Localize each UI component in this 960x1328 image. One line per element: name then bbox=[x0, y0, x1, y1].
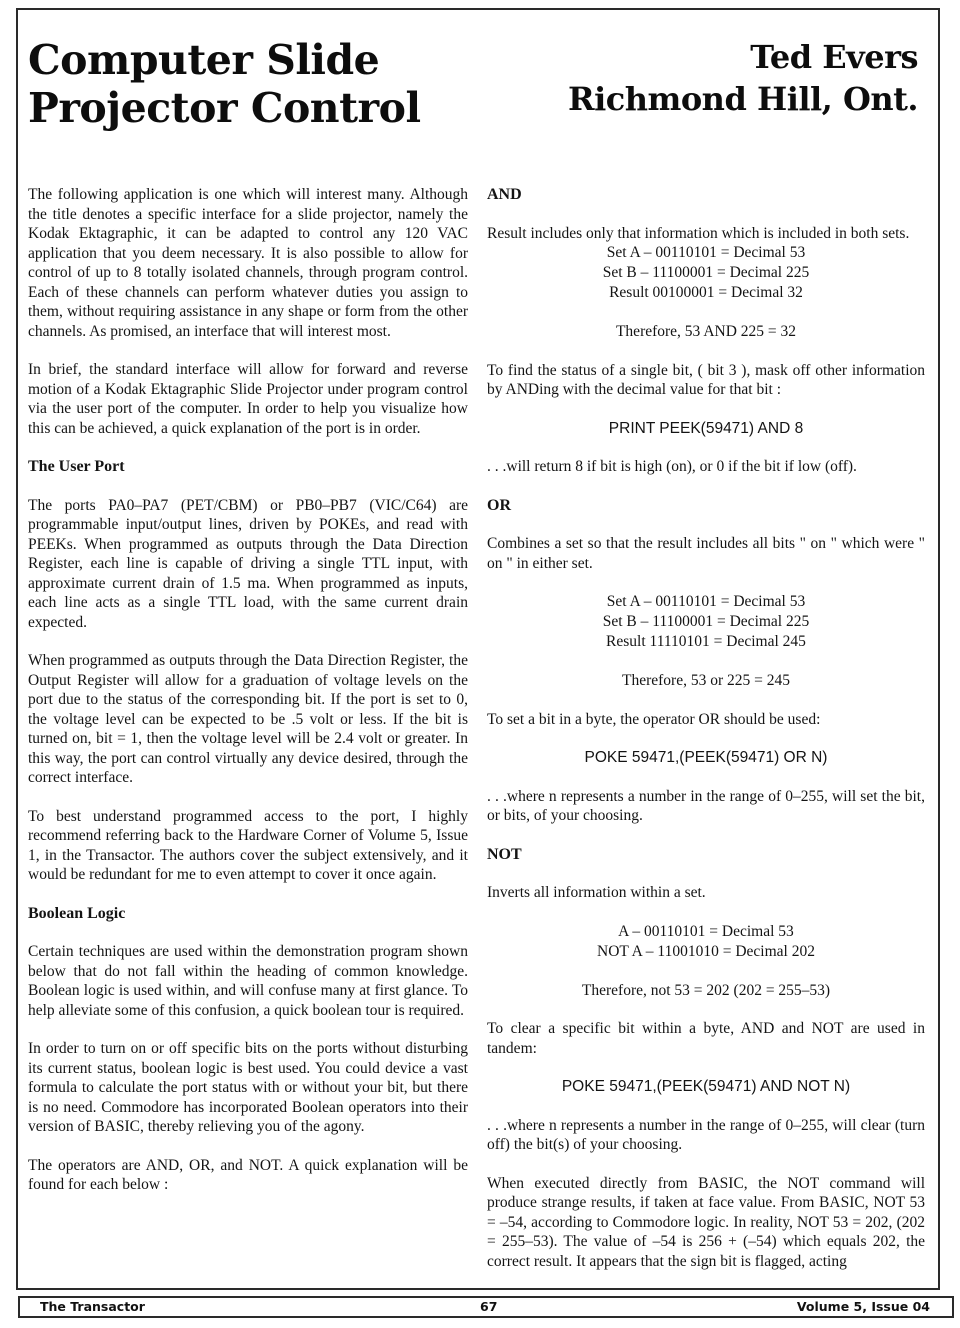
calc-row: Set A – 00110101 = Decimal 53 bbox=[606, 244, 806, 261]
and-calculation bbox=[487, 243, 925, 303]
publication-name: The Transactor bbox=[40, 1299, 145, 1314]
paragraph-ports: The ports PA0–PA7 (PET/CBM) or PB0–PB7 (VIC/C64) are programmable input/output lines, driven by POKEs, and read with PEEKs. When programmed as outputs through the Data Direction Register, each line is capable of driving a single TTL input, with approximate current drain of 1.5 ma. When programmed as inputs, each line acts as a single TTL load, with the same current drain expected. bbox=[28, 496, 468, 631]
clear-description: To clear a specific bit within a byte, AND and NOT are used in tandem: bbox=[487, 1020, 925, 1057]
and-therefore: Therefore, 53 AND 225 = 32 bbox=[615, 323, 797, 340]
calc-row: A – 00110101 = Decimal 53 bbox=[618, 922, 794, 940]
and-bit-description: To find the status of a single bit, ( bit 3 ), mask off other information by ANDing with the decimal value for that bit : bbox=[487, 361, 925, 398]
or-description: Combines a set so that the result includes all bits " on " which were " on " in either set. bbox=[487, 535, 925, 572]
calc-row: Result 11110101 = Decimal 245 bbox=[606, 633, 806, 650]
not-calculation bbox=[487, 922, 925, 962]
title-line-1: Computer Slide bbox=[28, 36, 380, 84]
and-description: Result includes only that information which is included in both sets. bbox=[487, 224, 910, 242]
article-title bbox=[28, 36, 421, 132]
or-code-example: POKE 59471,(PEEK(59471) OR N) bbox=[584, 749, 828, 766]
title-line-2: Projector Control bbox=[28, 84, 421, 132]
calc-row: Result 00100001 = Decimal 32 bbox=[609, 284, 803, 301]
and-code-example: PRINT PEEK(59471) AND 8 bbox=[608, 419, 804, 437]
clear-code-example: POKE 59471,(PEEK(59471) AND NOT N) bbox=[561, 1078, 851, 1095]
page-number: 67 bbox=[480, 1299, 498, 1314]
paragraph-bits: In order to turn on or off specific bits on the ports without disturbing its current status, boolean logic is best used. You could device a vast formula to calculate the port status with or without your bit, but there is no need. Commodore has incorporated Boolean operators into their version of BASIC, thereby relieving you of the agony. bbox=[28, 1040, 468, 1135]
clear-result-note: . . .where n represents a number in the range of 0–255, will clear (turn off) the bit(s) of your choosing. bbox=[487, 1116, 925, 1153]
paragraph-output-register: When programmed as outputs through the Data Direction Register, the Output Register will allow for a graduation of voltage levels on the port due to the status of the corresponding bit. If the port is set to 0, the voltage level can be expected to be .5 volt or less. If the bit is turned on, bit = 1, then the voltage level will be 2.4 volt or greater. In this way, the port can control virtually any device desired, through the correct interface. bbox=[28, 652, 468, 786]
byline bbox=[568, 36, 918, 120]
not-therefore: Therefore, not 53 = 202 (202 = 255–53) bbox=[581, 981, 831, 999]
right-column bbox=[487, 185, 925, 1290]
heading-or: OR bbox=[487, 496, 511, 514]
not-description: Inverts all information within a set. bbox=[487, 884, 706, 901]
page-footer bbox=[18, 1296, 954, 1318]
issue-label: Volume 5, Issue 04 bbox=[796, 1299, 930, 1314]
paragraph-reference: To best understand programmed access to the port, I highly recommend referring back to the Hardware Corner of Volume 5, Issue 1, in the Transactor. The authors cover the subject extensively, and it would be redundant for me to even attempt to cover it once again. bbox=[28, 807, 468, 883]
heading-boolean-logic: Boolean Logic bbox=[28, 904, 126, 922]
calc-row: NOT A – 11001010 = Decimal 202 bbox=[597, 942, 815, 960]
paragraph-operators: The operators are AND, OR, and NOT. A quick explanation will be found for each below : bbox=[28, 1156, 468, 1193]
heading-not: NOT bbox=[487, 845, 522, 863]
calc-row: Set A – 00110101 = Decimal 53 bbox=[606, 593, 806, 610]
left-column bbox=[28, 185, 468, 1214]
heading-user-port: The User Port bbox=[28, 458, 125, 475]
author-name: Ted Evers bbox=[750, 38, 918, 76]
heading-and: AND bbox=[487, 186, 522, 203]
paragraph-brief: In brief, the standard interface will allow for forward and reverse motion of a Kodak Ektagraphic Slide Projector under program control via the user port of the computer. In order to help you visualize how this can be achieved, a quick explanation of the port is in order. bbox=[28, 361, 468, 437]
calc-row: Set B – 11100001 = Decimal 225 bbox=[602, 264, 810, 281]
basic-not-note: When executed directly from BASIC, the NOT command will produce strange results, if taken at face value. From BASIC, NOT 53 = –54, according to Commodore logic. In reality, NOT 53 = 202, (202 = 255–53). The value of –54 is 256 + (–54) which equals 202, the correct result. It appears that the sign bit is flagged, acting bbox=[487, 1174, 925, 1270]
paragraph-techniques: Certain techniques are used within the demonstration program shown below that do not fall within the heading of common knowledge. Boolean logic is used within, and will confuse many at first glance. To help alleviate some of this confusion, a quick boolean tour is required. bbox=[28, 943, 468, 1019]
or-calculation bbox=[487, 592, 925, 652]
calc-row: Set B – 11100001 = Decimal 225 bbox=[602, 613, 810, 630]
or-result-note: . . .where n represents a number in the range of 0–255, will set the bit, or bits, of your choosing. bbox=[487, 787, 925, 824]
and-result-note: . . .will return 8 if bit is high (on), or 0 if the bit if low (off). bbox=[487, 458, 857, 475]
author-location: Richmond Hill, Ont. bbox=[567, 80, 918, 118]
or-set-description: To set a bit in a byte, the operator OR should be used: bbox=[487, 710, 821, 728]
paragraph-intro: The following application is one which will interest many. Although the title denotes a specific interface for a slide projector, namely the Kodak Ektagraphic, it can be adapted to control any 120 VAC application that you deem necessary. It is also possible to allow for control of up to 8 totally isolated channels, through program control. Each of these channels can perform whatever duties you assign to them, without requiring assistance in any shape or form from the other channels. As promised, an interface that will interest most. bbox=[28, 186, 468, 340]
or-therefore: Therefore, 53 or 225 = 245 bbox=[622, 672, 790, 689]
